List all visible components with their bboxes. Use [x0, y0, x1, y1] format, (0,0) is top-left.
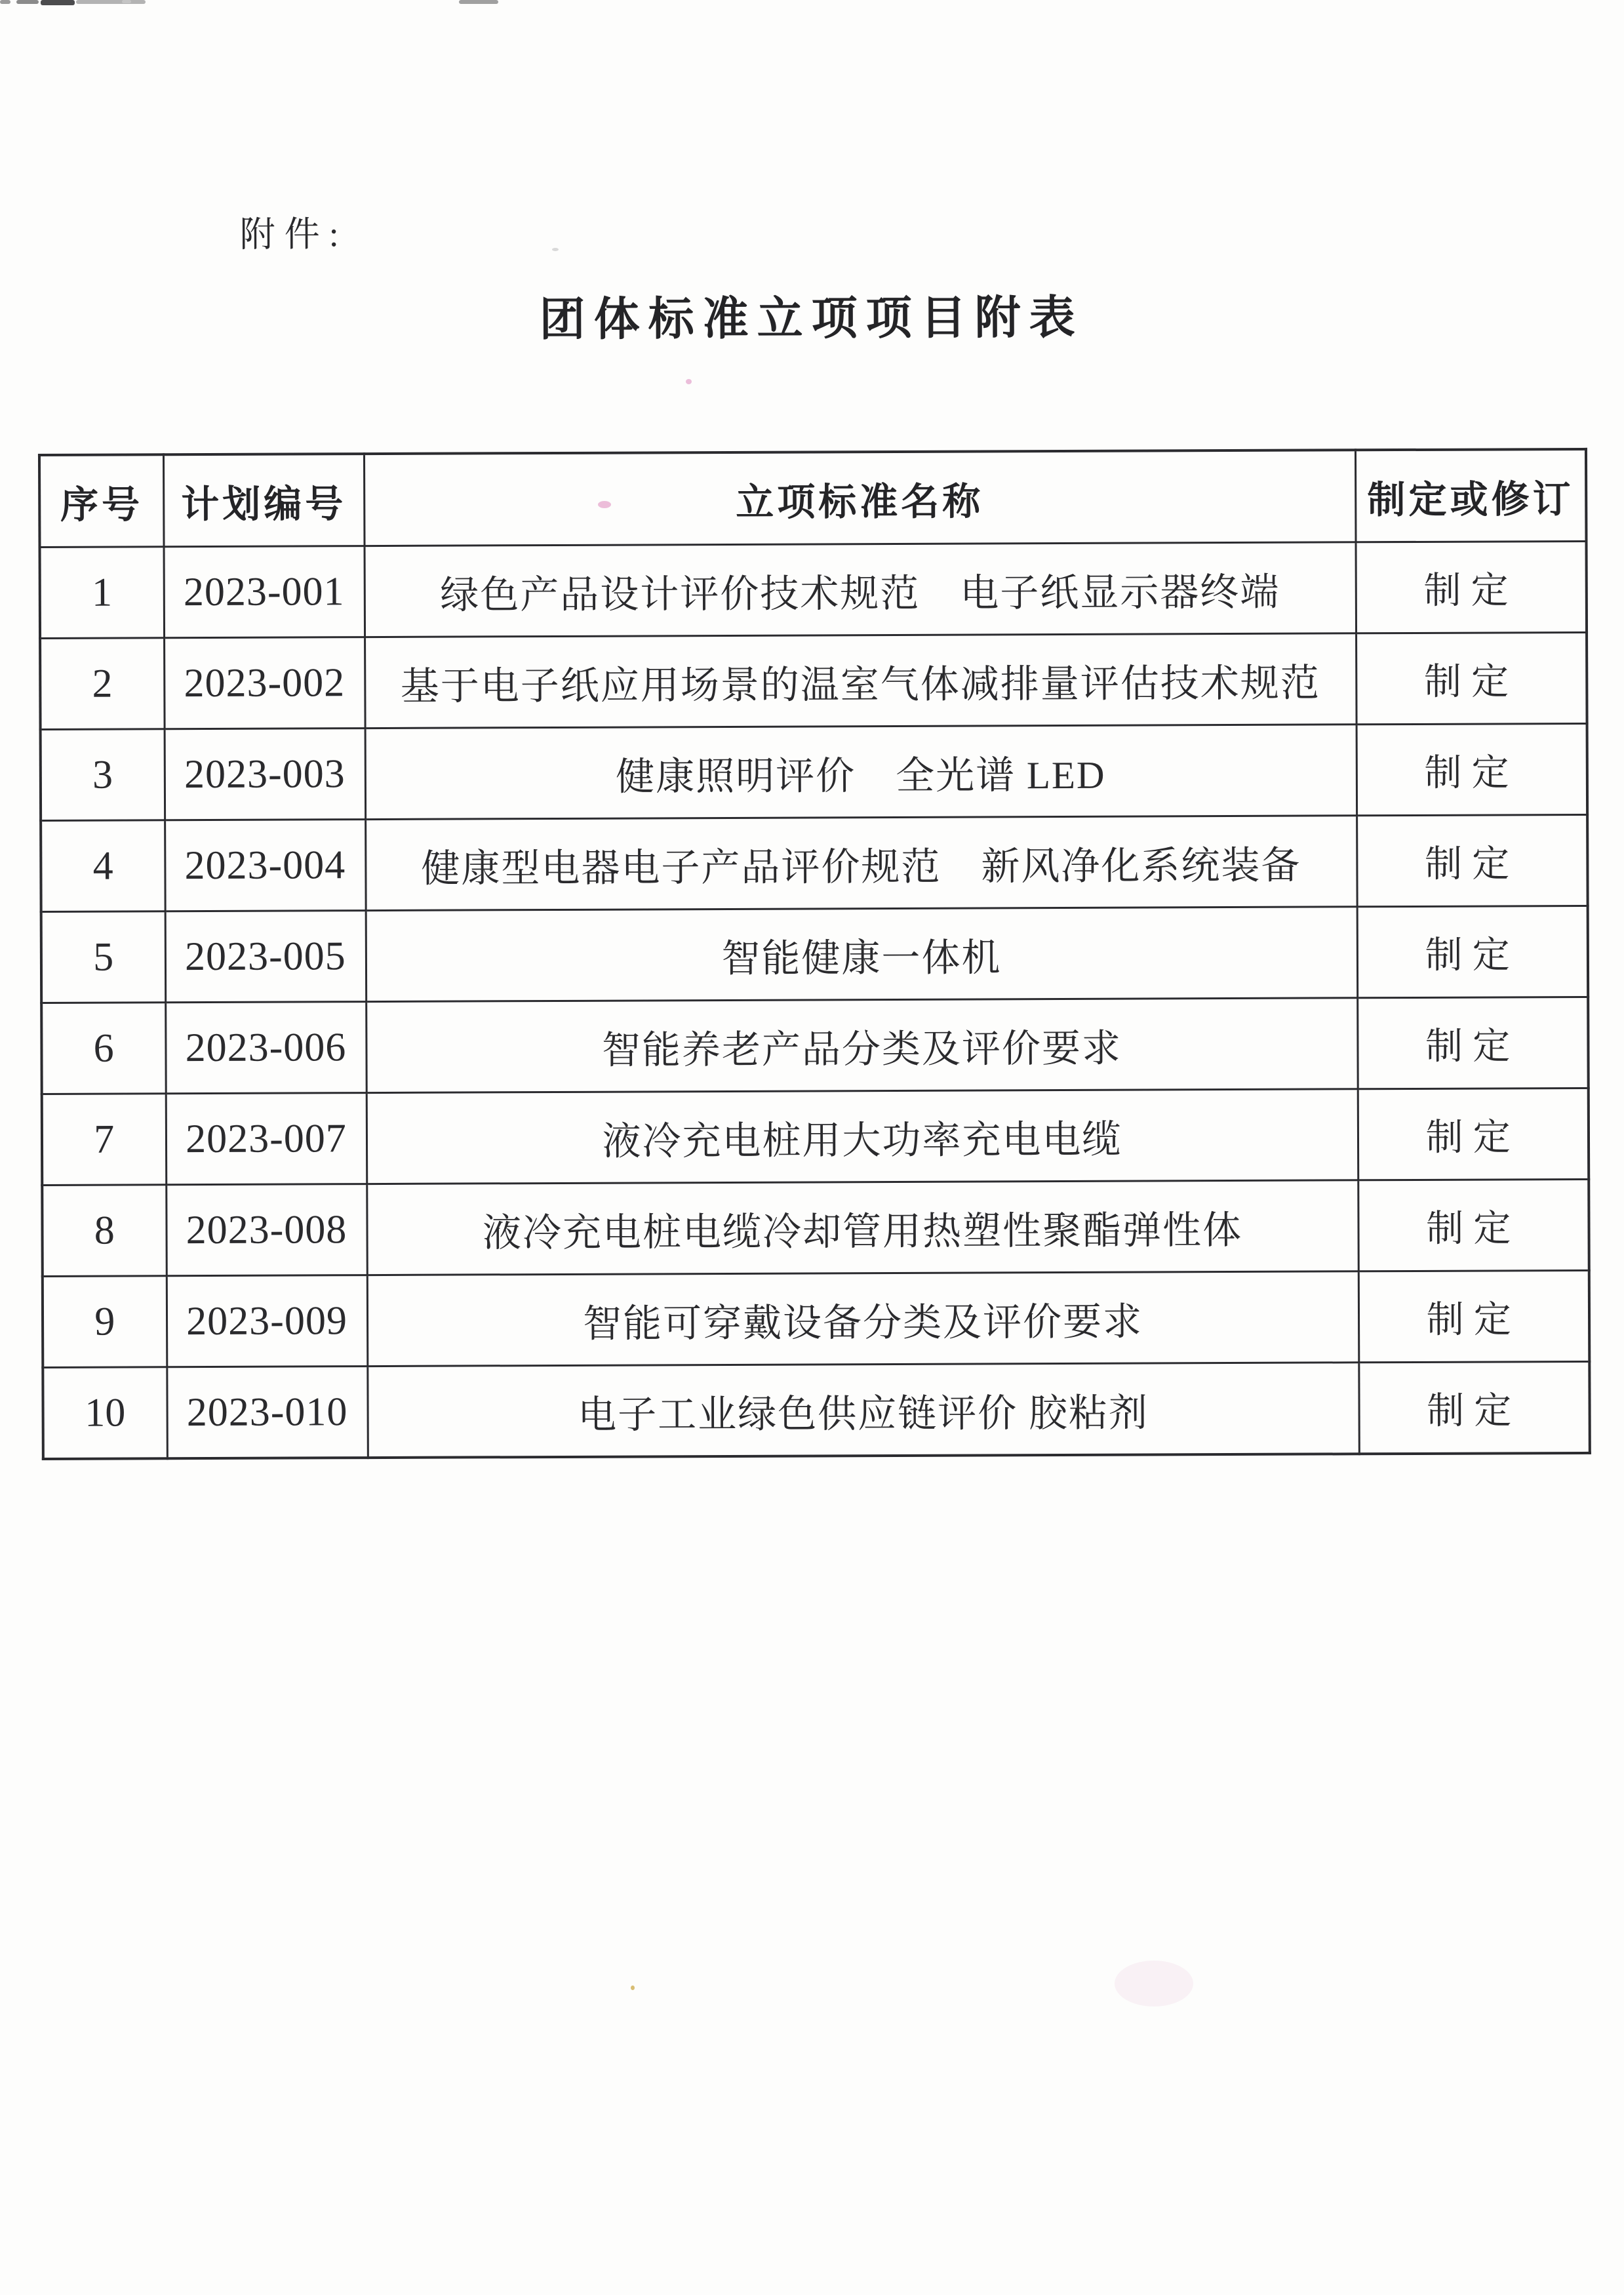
- action-cell: 制定: [1358, 1270, 1590, 1362]
- standards-table: [38, 448, 1591, 1460]
- table-row: [41, 997, 1589, 1094]
- table-row: [41, 906, 1589, 1003]
- standard-name-cell: 健康型电器电子产品评价规范 新风净化系统装备: [365, 816, 1357, 911]
- action-cell: 制定: [1357, 906, 1589, 997]
- standard-name-cell: 电子工业绿色供应链评价 胶粘剂: [367, 1363, 1359, 1458]
- header-cell-action: 制定或修订: [1355, 449, 1587, 542]
- plan-number-cell: 2023-006: [165, 1002, 366, 1094]
- action-cell: 制定: [1358, 1361, 1590, 1454]
- table-row: [42, 1088, 1589, 1185]
- standard-name-cell: 智能养老产品分类及评价要求: [366, 998, 1358, 1093]
- action-cell: 制定: [1356, 632, 1587, 724]
- action-cell: 制定: [1357, 997, 1589, 1088]
- header-cell-plan: 计划编号: [163, 454, 365, 547]
- header-row: [39, 449, 1587, 548]
- standard-name-cell: 基于电子纸应用场景的温室气体减排量评估技术规范: [365, 633, 1357, 728]
- row-number-cell: 6: [41, 1003, 166, 1094]
- plan-number-cell: 2023-007: [166, 1093, 367, 1185]
- row-number-cell: 3: [41, 729, 165, 821]
- row-number-cell: 8: [42, 1185, 167, 1277]
- table-row: [42, 1179, 1589, 1276]
- row-number-cell: 10: [43, 1367, 167, 1459]
- table-row: [40, 632, 1587, 729]
- row-number-cell: 1: [40, 547, 165, 639]
- row-number-cell: 7: [42, 1094, 167, 1186]
- action-cell: 制定: [1358, 1179, 1589, 1271]
- row-number-cell: 5: [41, 911, 166, 1003]
- header-cell-name: 立项标准名称: [364, 450, 1356, 546]
- table-row: [40, 541, 1587, 638]
- page-title: 团体标准立项项目附表: [539, 292, 1084, 346]
- standard-name-cell: 液冷充电桩用大功率充电电缆: [366, 1089, 1358, 1184]
- row-number-cell: 4: [41, 820, 165, 912]
- standard-name-cell: 绿色产品设计评价技术规范 电子纸显示器终端: [365, 542, 1357, 637]
- plan-number-cell: 2023-008: [166, 1184, 367, 1276]
- row-number-cell: 9: [43, 1276, 167, 1368]
- table-row: [43, 1361, 1590, 1459]
- plan-number-cell: 2023-004: [165, 820, 366, 911]
- table-row: [41, 723, 1588, 820]
- table-row: [43, 1270, 1590, 1367]
- action-cell: 制定: [1358, 1088, 1589, 1180]
- plan-number-cell: 2023-009: [167, 1275, 368, 1367]
- action-cell: 制定: [1357, 723, 1588, 815]
- row-number-cell: 2: [40, 638, 165, 730]
- attachment-label: 附件:: [239, 214, 348, 254]
- plan-number-cell: 2023-005: [165, 911, 366, 1003]
- standard-name-cell: 智能健康一体机: [366, 907, 1358, 1002]
- plan-number-cell: 2023-001: [164, 546, 365, 638]
- standard-name-cell: 液冷充电桩电缆冷却管用热塑性聚酯弹性体: [366, 1180, 1358, 1275]
- plan-number-cell: 2023-003: [165, 728, 366, 820]
- standard-name-cell: 智能可穿戴设备分类及评价要求: [367, 1271, 1359, 1367]
- plan-number-cell: 2023-010: [167, 1367, 368, 1459]
- plan-number-cell: 2023-002: [164, 637, 365, 729]
- table-row: [41, 814, 1588, 911]
- standard-name-cell: 健康照明评价 全光谱 LED: [365, 725, 1357, 820]
- header-cell-index: 序号: [39, 454, 164, 547]
- action-cell: 制定: [1356, 541, 1587, 633]
- action-cell: 制定: [1357, 814, 1588, 906]
